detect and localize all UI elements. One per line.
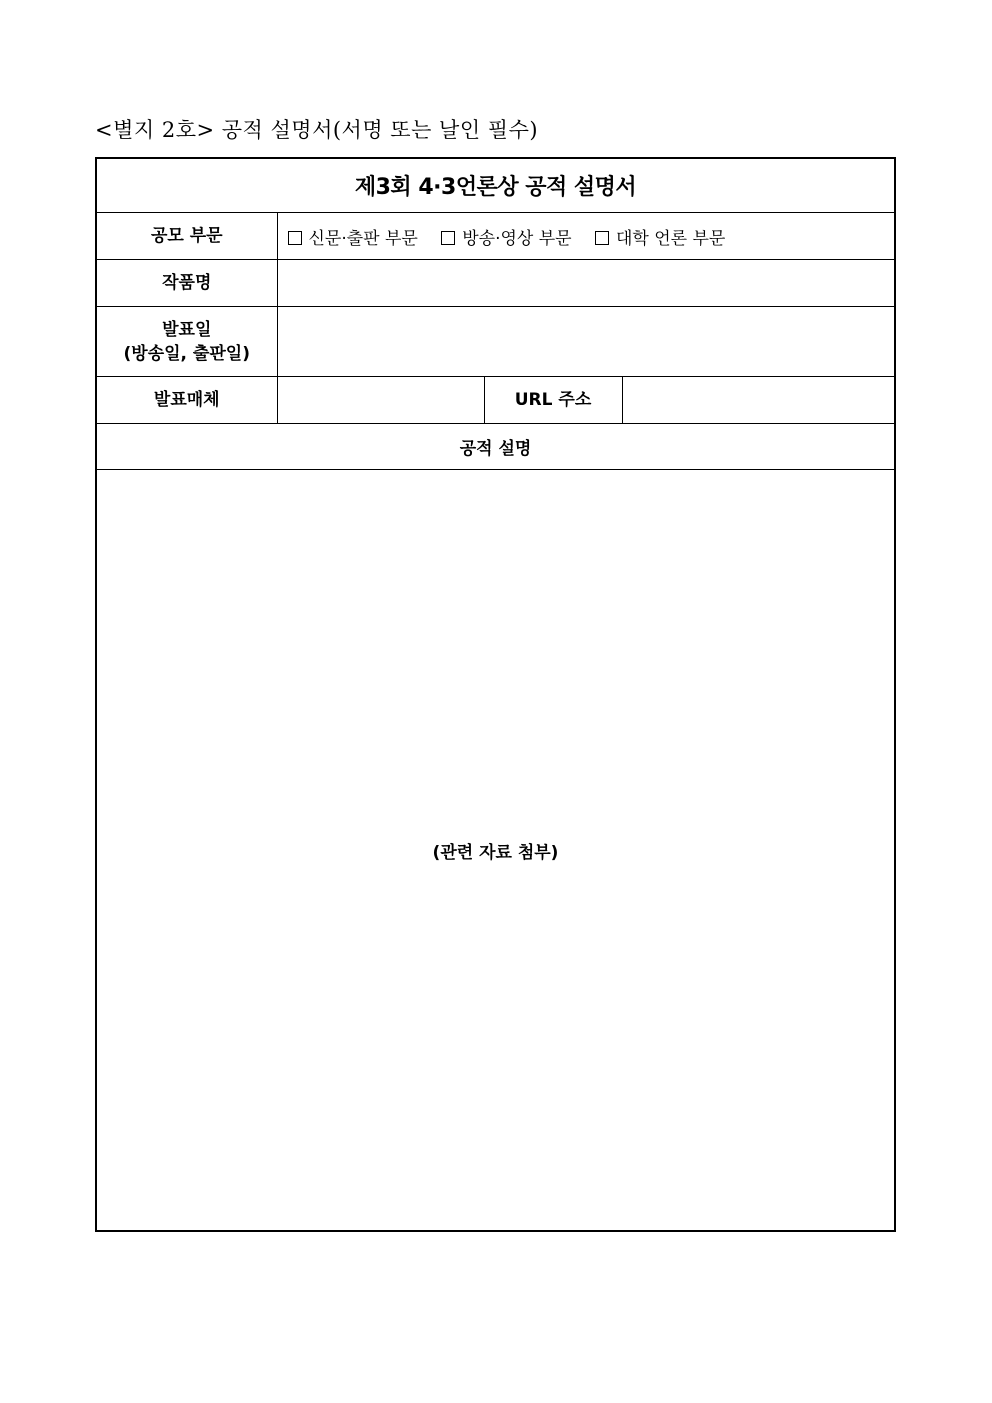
option-print-publishing[interactable]: [288, 229, 418, 249]
work-title-row: [96, 260, 895, 307]
checkbox-icon[interactable]: [288, 231, 302, 245]
publish-date-label: [96, 307, 277, 377]
form-title: 제3회 4·3언론상 공적 설명서: [96, 158, 895, 213]
option-university-press[interactable]: [595, 229, 725, 249]
publish-date-field[interactable]: [277, 307, 895, 377]
media-field[interactable]: [277, 377, 484, 424]
attachment-note: (관련 자료 첨부): [432, 842, 559, 863]
url-label: URL 주소: [484, 377, 622, 424]
publish-date-label-main: 발표일: [162, 319, 212, 340]
option-label: 대학 언론 부문: [616, 228, 726, 249]
publish-date-row: [96, 307, 895, 377]
form-title-row: [96, 158, 895, 213]
checkbox-icon[interactable]: [441, 231, 455, 245]
option-label: 신문·출판 부문: [308, 228, 418, 249]
merit-statement-form: [95, 157, 896, 1232]
category-row: [96, 213, 895, 260]
option-broadcast-video[interactable]: [441, 229, 571, 249]
option-label: 방송·영상 부문: [462, 228, 572, 249]
publish-date-label-sub: (방송일, 출판일): [123, 343, 250, 364]
work-title-label: 작품명: [96, 260, 277, 307]
media-label: 발표매체: [96, 377, 277, 424]
merit-section-title: 공적 설명: [96, 424, 895, 470]
merit-section-header-row: [96, 424, 895, 470]
merit-body-area[interactable]: [96, 470, 895, 1232]
work-title-field[interactable]: [277, 260, 895, 307]
merit-body-row: [96, 470, 895, 1232]
checkbox-icon[interactable]: [595, 231, 609, 245]
category-options: [277, 213, 895, 260]
url-field[interactable]: [622, 377, 895, 424]
media-url-row: [96, 377, 895, 424]
document-heading: <별지 2호> 공적 설명서(서명 또는 날인 필수): [95, 118, 539, 142]
category-label: 공모 부문: [96, 213, 277, 260]
